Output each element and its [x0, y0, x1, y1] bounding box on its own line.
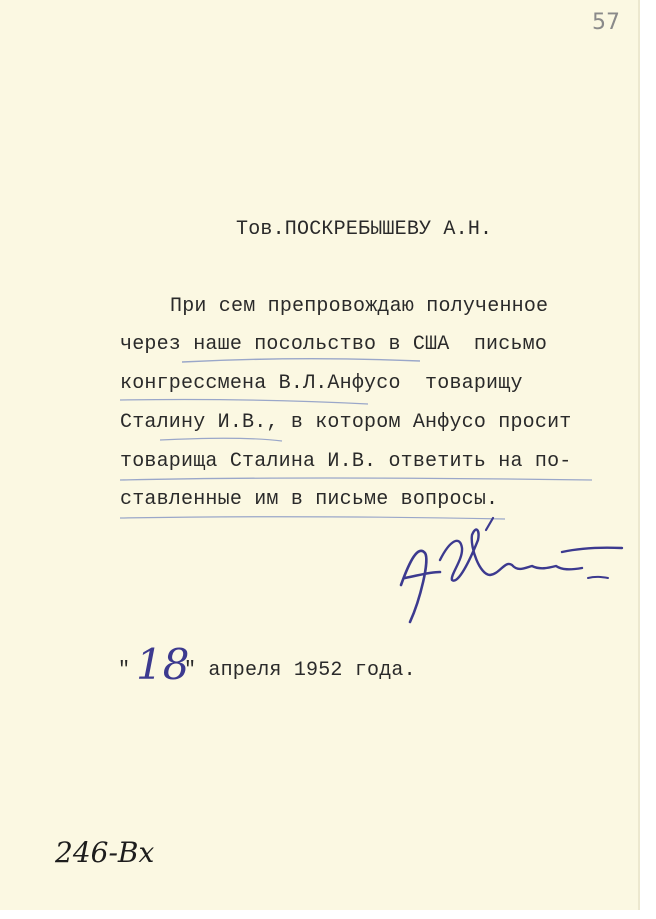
body-line: При сем препровождаю полученное [170, 295, 549, 318]
date-day: 18 [136, 640, 190, 689]
body-line: конгрессмена В.Л.Анфусо товарищу [120, 372, 523, 395]
body-line: товарища Сталина И.В. ответить на по- [120, 450, 572, 473]
body-line: Сталину И.В., в котором Анфусо просит [120, 411, 572, 434]
body-line: через наше посольство в США письмо [120, 333, 548, 356]
date-rest: " апреля 1952 года. [184, 659, 416, 682]
body-line: ставленные им в письме вопросы. [120, 488, 499, 511]
page-number: 57 [592, 10, 620, 35]
registration-number: 246-Вх [55, 836, 155, 869]
date-open-quote: " [118, 659, 131, 682]
addressee: Тов.ПОСКРЕБЫШЕВУ А.Н. [236, 218, 493, 241]
